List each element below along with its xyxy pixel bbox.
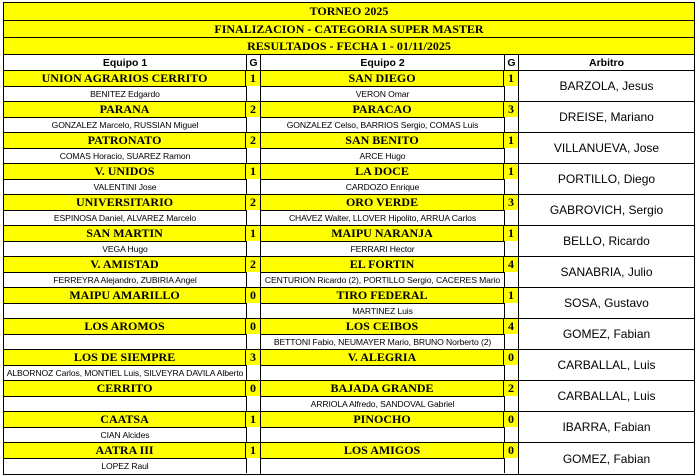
column-header-referee: Arbitro: [589, 56, 624, 69]
away-side: [261, 443, 519, 474]
away-side: [261, 102, 519, 132]
away-scorers: [261, 365, 505, 380]
away-side: [261, 350, 519, 380]
home-team-name: V. UNIDOS: [4, 164, 246, 179]
away-scorers: CENTURION Ricardo (2), PORTILLO Sergio, CACERES Mario: [261, 272, 505, 287]
away-team-name: SAN BENITO: [261, 133, 504, 148]
match-row: [4, 443, 694, 474]
home-team-name: LOS DE SIEMPRE: [4, 350, 246, 365]
home-goals: 1: [246, 164, 260, 179]
away-side: [261, 71, 519, 101]
home-side: [4, 164, 261, 194]
referee-name: VILLANUEVA, Jose: [553, 141, 660, 155]
referee-name: DREISE, Mariano: [559, 110, 654, 124]
referee-name: SOSA, Gustavo: [564, 296, 649, 310]
match-row: [4, 71, 694, 102]
home-team-name: SAN MARTIN: [4, 226, 246, 241]
home-scorers: [4, 396, 247, 411]
away-goals: 2: [504, 381, 518, 396]
referee-name: GABROVICH, Sergio: [549, 203, 664, 217]
home-side: [4, 443, 261, 474]
home-scorers: ESPINOSA Daniel, ALVAREZ Marcelo: [4, 210, 247, 225]
away-goals: 0: [504, 443, 518, 458]
home-scorers: COMAS Horacio, SUAREZ Ramon: [4, 148, 247, 163]
home-side: [4, 350, 261, 380]
home-goals: 1: [246, 226, 260, 241]
away-scorers: MARTINEZ Luis: [261, 303, 505, 318]
match-row: [4, 133, 694, 164]
away-team-name: ORO VERDE: [261, 195, 504, 210]
home-goals: 0: [246, 381, 260, 396]
away-goals: 0: [504, 412, 518, 427]
home-goals: 1: [246, 412, 260, 427]
home-scorers: LOPEZ Raul: [4, 458, 247, 473]
away-goals: 1: [504, 288, 518, 303]
away-scorers: CARDOZO Enrique: [261, 179, 505, 194]
home-scorers: VEGA Hugo: [4, 241, 247, 256]
home-team-name: UNION AGRARIOS CERRITO: [4, 71, 246, 86]
away-scorers: [261, 458, 505, 473]
home-side: [4, 102, 261, 132]
away-team-name: EL FORTIN: [261, 257, 504, 272]
away-team-name: LOS AMIGOS: [261, 443, 504, 458]
away-scorers: BETTONI Fabio, NEUMAYER Mario, BRUNO Norberto (2): [261, 334, 505, 349]
match-row: [4, 412, 694, 443]
away-side: [261, 319, 519, 349]
results-sheet: [3, 2, 695, 475]
home-scorers: FERREYRA Alejandro, ZUBIRIA Angel: [4, 272, 247, 287]
away-scorers: [261, 427, 505, 442]
home-side: [4, 195, 261, 225]
away-goals: 0: [504, 350, 518, 365]
referee-name: BARZOLA, Jesus: [559, 79, 654, 93]
away-scorers: ARCE Hugo: [261, 148, 505, 163]
home-team-name: PATRONATO: [4, 133, 246, 148]
home-scorers: [4, 334, 247, 349]
away-side: [261, 381, 519, 411]
column-header-goals1: G: [247, 55, 261, 70]
home-goals: 2: [246, 102, 260, 117]
away-goals: 3: [504, 102, 518, 117]
results-title: RESULTADOS - FECHA 1 - 01/11/2025: [4, 38, 694, 55]
home-team-name: PARANA: [4, 102, 246, 117]
away-goals: 1: [504, 226, 518, 241]
away-team-name: MAIPU NARANJA: [261, 226, 504, 241]
referee-name: CARBALLAL, Luis: [557, 358, 656, 372]
column-header-goals2: G: [505, 55, 519, 70]
home-team-name: MAIPU AMARILLO: [4, 288, 246, 303]
away-scorers: GONZALEZ Celso, BARRIOS Sergio, COMAS Luis: [261, 117, 505, 132]
referee-name: CARBALLAL, Luis: [557, 389, 656, 403]
match-row: [4, 195, 694, 226]
match-row: [4, 164, 694, 195]
home-scorers: BENITEZ Edgardo: [4, 86, 247, 101]
referee-name: SANABRIA, Julio: [560, 265, 653, 279]
match-row: [4, 257, 694, 288]
home-team-name: LOS AROMOS: [4, 319, 246, 334]
home-scorers: ALBORNOZ Carlos, MONTIEL Luis, SILVEYRA DAVILA Alberto: [4, 365, 247, 380]
home-team-name: V. AMISTAD: [4, 257, 246, 272]
away-team-name: PINOCHO: [261, 412, 504, 427]
referee-name: PORTILLO, Diego: [557, 172, 656, 186]
away-team-name: LOS CEIBOS: [261, 319, 504, 334]
home-goals: 0: [246, 288, 260, 303]
away-team-name: BAJADA GRANDE: [261, 381, 504, 396]
home-side: [4, 226, 261, 256]
away-team-name: SAN DIEGO: [261, 71, 504, 86]
away-side: [261, 257, 519, 287]
match-row: [4, 102, 694, 133]
away-scorers: ARRIOLA Alfredo, SANDOVAL Gabriel: [261, 396, 505, 411]
home-goals: 2: [246, 195, 260, 210]
category-title: FINALIZACION - CATEGORIA SUPER MASTER: [4, 21, 694, 38]
away-team-name: LA DOCE: [261, 164, 504, 179]
away-side: [261, 195, 519, 225]
away-goals: 1: [504, 164, 518, 179]
column-header-team2: Equipo 2: [261, 55, 505, 70]
tournament-title: TORNEO 2025: [4, 3, 694, 21]
column-header-row: [4, 55, 694, 71]
referee-name: BELLO, Ricardo: [563, 234, 650, 248]
home-side: [4, 71, 261, 101]
away-team-name: TIRO FEDERAL: [261, 288, 504, 303]
away-goals: 1: [504, 133, 518, 148]
away-side: [261, 164, 519, 194]
referee-name: GOMEZ, Fabian: [562, 451, 651, 466]
away-goals: 3: [504, 195, 518, 210]
match-row: [4, 381, 694, 412]
away-goals: 4: [504, 319, 518, 334]
home-side: [4, 257, 261, 287]
column-header-team1: Equipo 1: [4, 55, 247, 70]
home-scorers: VALENTINI Jose: [4, 179, 247, 194]
away-team-name: V. ALEGRIA: [261, 350, 504, 365]
referee-name: GOMEZ, Fabian: [562, 327, 651, 341]
away-side: [261, 288, 519, 318]
home-side: [4, 319, 261, 349]
match-row: [4, 319, 694, 350]
home-team-name: CAATSA: [4, 412, 246, 427]
away-side: [261, 226, 519, 256]
away-scorers: VERON Omar: [261, 86, 505, 101]
match-row: [4, 350, 694, 381]
home-goals: 1: [246, 71, 260, 86]
home-goals: 3: [246, 350, 260, 365]
home-team-name: UNIVERSITARIO: [4, 195, 246, 210]
home-side: [4, 288, 261, 318]
home-goals: 2: [246, 133, 260, 148]
away-team-name: PARACAO: [261, 102, 504, 117]
away-side: [261, 133, 519, 163]
away-scorers: CHAVEZ Walter, LLOVER Hipolito, ARRUA Carlos: [261, 210, 505, 225]
match-row: [4, 226, 694, 257]
home-scorers: GONZALEZ Marcelo, RUSSIAN Miguel: [4, 117, 247, 132]
away-side: [261, 412, 519, 442]
home-team-name: AATRA III: [4, 443, 246, 458]
home-side: [4, 133, 261, 163]
away-goals: 4: [504, 257, 518, 272]
home-team-name: CERRITO: [4, 381, 246, 396]
home-goals: 0: [246, 319, 260, 334]
home-side: [4, 412, 261, 442]
match-row: [4, 288, 694, 319]
match-list: [4, 71, 694, 474]
home-scorers: [4, 303, 247, 318]
away-scorers: FERRARI Hector: [261, 241, 505, 256]
referee-name: IBARRA, Fabian: [562, 420, 651, 434]
home-side: [4, 381, 261, 411]
home-goals: 1: [246, 443, 260, 458]
home-scorers: CIAN Alcides: [4, 427, 247, 442]
away-goals: 1: [504, 71, 518, 86]
home-goals: 2: [246, 257, 260, 272]
